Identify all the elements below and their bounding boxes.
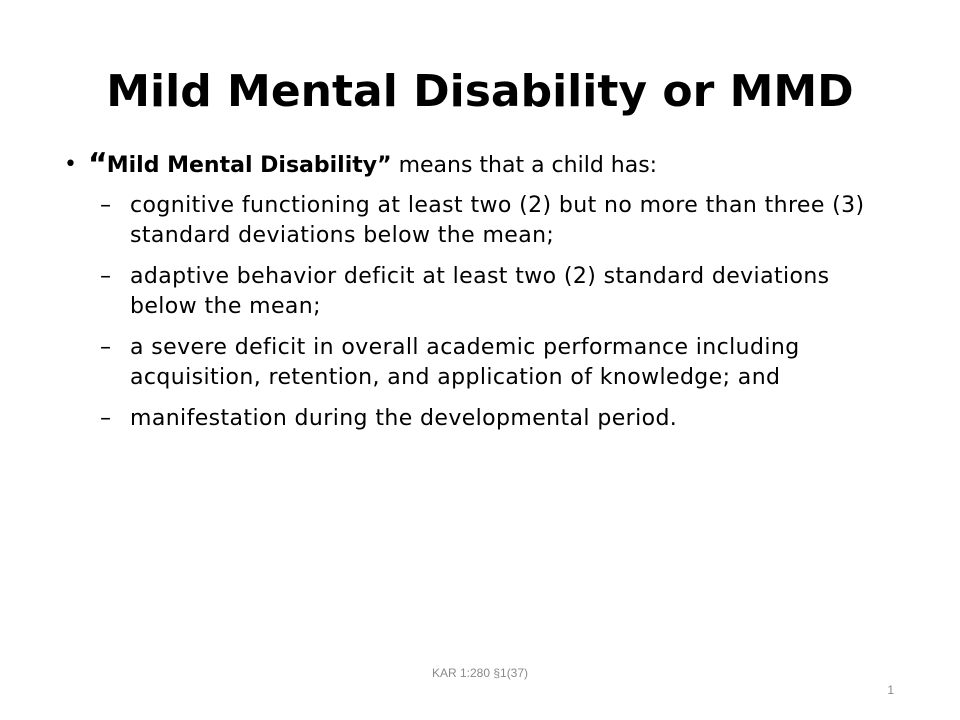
dash-icon: – [100,406,112,431]
footer-citation: KAR 1:280 §1(37) [431,666,529,680]
definition-lead-in: means that a child has: [391,153,658,178]
dash-icon: – [100,335,112,360]
criteria-list [72,191,892,434]
definition-bullet [64,147,892,182]
criteria-text: adaptive behavior deficit at least two (2) standard deviations below the mean; [130,264,830,319]
slide-title: Mild Mental Disability or MMD [106,66,854,117]
criteria-item-academic [72,333,892,393]
criteria-item-onset [72,404,892,434]
criteria-item-cognitive [72,191,892,251]
page-number: 1 [887,683,894,697]
criteria-item-adaptive [72,262,892,322]
criteria-text: cognitive functioning at least two (2) but no more than three (3) standard deviations below the mean; [130,193,865,248]
open-quote: “ [88,147,107,182]
dash-icon: – [100,193,112,218]
slide-body [64,147,892,445]
defined-term: Mild Mental Disability” [106,153,392,178]
bullet-icon: • [64,152,77,177]
criteria-text: a severe deficit in overall academic performance including acquisition, retention, and application of knowledge; and [130,335,800,390]
criteria-text: manifestation during the developmental period. [130,406,678,431]
dash-icon: – [100,264,112,289]
